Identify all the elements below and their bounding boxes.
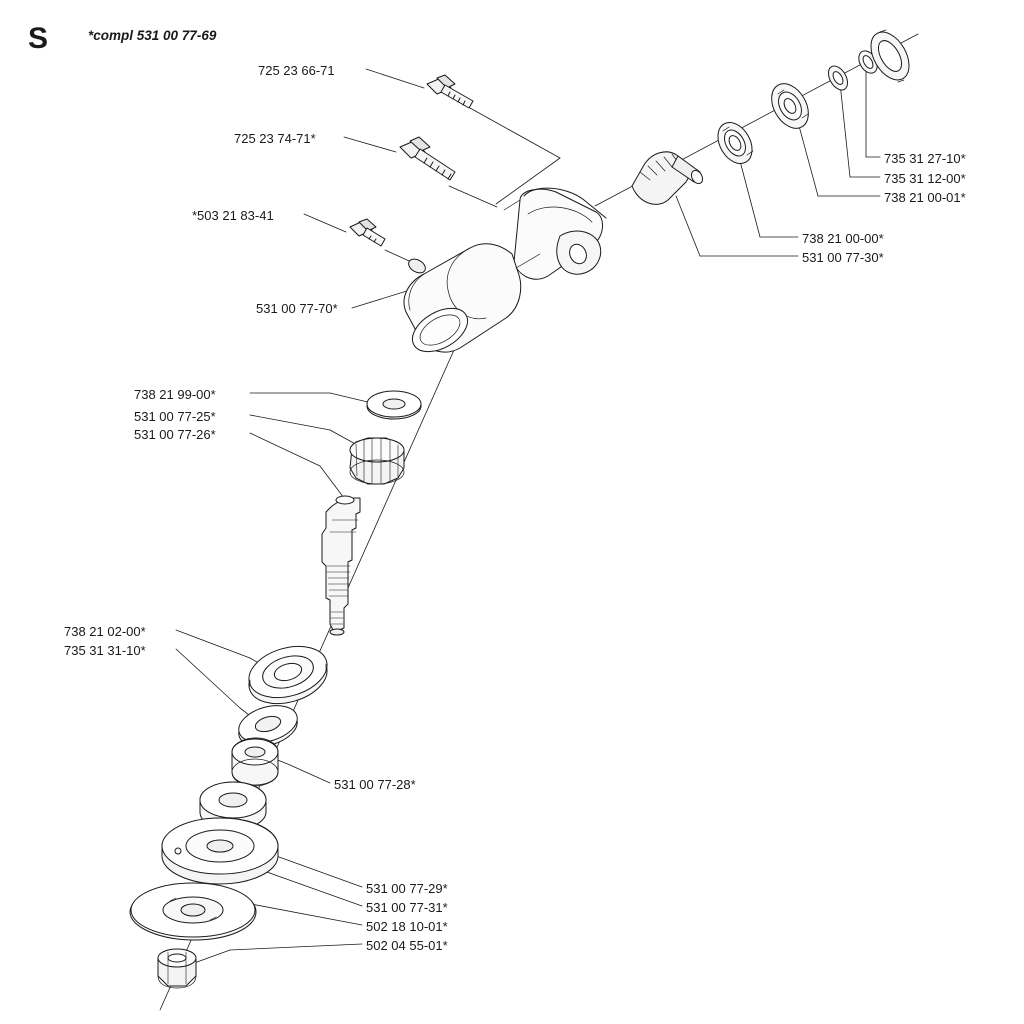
part-label: 725 23 66-71: [258, 63, 335, 78]
part-label: 735 31 12-00*: [884, 171, 966, 186]
part-label: 738 21 00-00*: [802, 231, 884, 246]
part-label: 531 00 77-25*: [134, 409, 216, 424]
bolt-725-23-66-71: [427, 75, 473, 108]
washer-738-21-99-00: [367, 391, 421, 419]
part-label: 531 00 77-30*: [802, 250, 884, 265]
part-label: 725 23 74-71*: [234, 131, 316, 146]
bearing-531-00-77-30: [711, 116, 759, 169]
part-label: 531 00 77-70*: [256, 301, 338, 316]
part-label: 531 00 77-29*: [366, 881, 448, 896]
part-label: 738 21 02-00*: [64, 624, 146, 639]
spacer-531-00-77-28: [232, 738, 278, 786]
part-label: 735 31 27-10*: [884, 151, 966, 166]
bolt-503-21-83-41: [350, 219, 385, 246]
disc-531-00-77-31: [162, 818, 278, 884]
part-label: 738 21 99-00*: [134, 387, 216, 402]
part-label: 738 21 00-01*: [884, 190, 966, 205]
nut-502-04-55-01: [158, 949, 196, 988]
section-letter: S: [28, 22, 49, 55]
part-label: 531 00 77-31*: [366, 900, 448, 915]
part-label: 502 18 10-01*: [366, 919, 448, 934]
plate-502-18-10-01: [130, 883, 256, 940]
bearing-738-21-02-00: [243, 638, 333, 712]
bevel-pinion-gear: [632, 152, 705, 205]
part-label: 735 31 31-10*: [64, 643, 146, 658]
part-label: *503 21 83-41: [192, 208, 274, 223]
gear-housing-531-00-77-70: [404, 188, 606, 360]
washer-738-21-00-01: [825, 63, 852, 94]
part-label: 502 04 55-01*: [366, 938, 448, 953]
part-label: 531 00 77-28*: [334, 777, 416, 792]
part-label: 531 00 77-26*: [134, 427, 216, 442]
bearing-738-21-00-00: [764, 77, 816, 135]
header-note: *compl 531 00 77-69: [88, 28, 217, 43]
collar-531-00-77-25: [350, 438, 404, 484]
bolt-725-23-74-71: [400, 137, 455, 180]
shaft-531-00-77-26: [322, 496, 360, 635]
